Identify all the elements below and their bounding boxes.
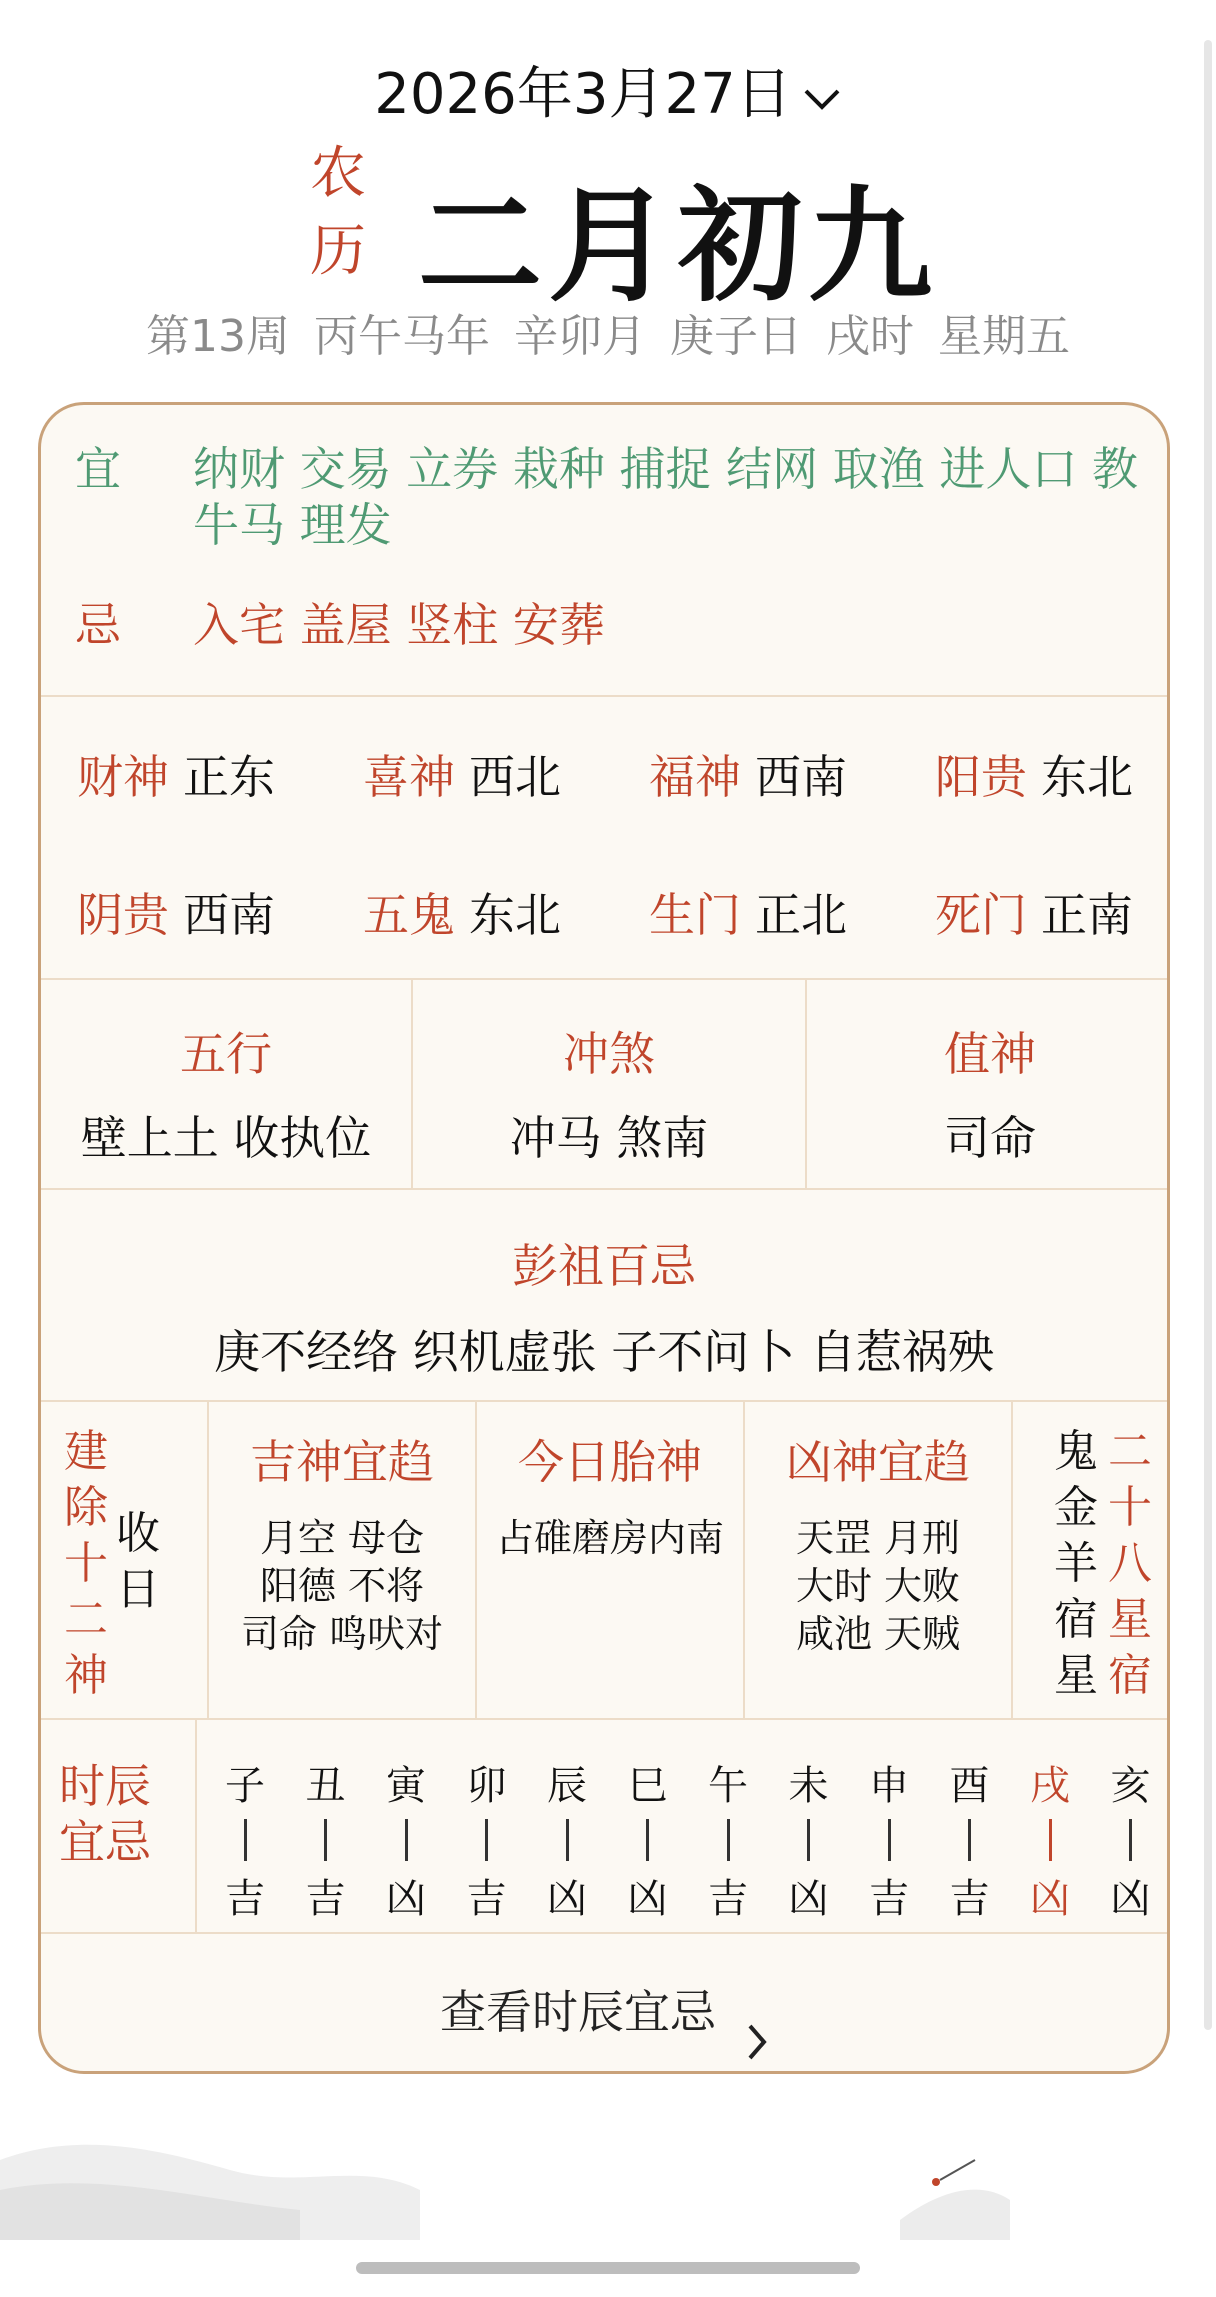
hour-fortune: 凶 xyxy=(1110,1876,1151,1922)
god-direction xyxy=(363,741,561,807)
lunar-label xyxy=(310,135,370,291)
month-ganzhi: 辛卯月 xyxy=(514,311,646,362)
god-value: 东北 xyxy=(469,888,561,942)
hour-item[interactable] xyxy=(698,1754,758,1924)
hour-branch: 申 xyxy=(869,1763,909,1809)
yi-label: 宜 xyxy=(75,442,121,496)
jishen-line: 月空 母仓 xyxy=(259,1516,425,1560)
hour-ganzhi: 戌时 xyxy=(826,311,914,362)
jishen-line: 司命 鸣吠对 xyxy=(240,1612,444,1656)
date-selector[interactable] xyxy=(0,50,1216,130)
god-value: 西南 xyxy=(755,750,847,804)
hour-branch: 午 xyxy=(708,1763,748,1809)
hour-fortune: 吉 xyxy=(949,1876,990,1922)
week-number: 第13周 xyxy=(146,311,290,362)
hour-connector xyxy=(807,1819,810,1861)
hour-item[interactable] xyxy=(457,1754,517,1924)
ganzhi-info xyxy=(0,300,1216,364)
god-direction xyxy=(363,879,561,945)
xiongshen-value xyxy=(745,1514,1011,1658)
xiongshen-line: 咸池 天贼 xyxy=(795,1612,961,1656)
jianchu-cell xyxy=(41,1402,207,1718)
hour-item[interactable] xyxy=(215,1754,275,1924)
chevron-down-icon xyxy=(802,62,842,127)
hour-fortune: 凶 xyxy=(788,1876,829,1922)
date-text: 2026年3月27日 xyxy=(374,62,792,127)
hour-connector xyxy=(646,1819,649,1861)
hour-fortune: 凶 xyxy=(627,1876,668,1922)
pengzu-section xyxy=(41,1190,1167,1402)
hour-fortune: 吉 xyxy=(466,1876,507,1922)
zhishen-title: 值神 xyxy=(944,1027,1036,1081)
almanac-card xyxy=(38,402,1170,2074)
hours-section xyxy=(41,1720,1167,1934)
hour-branch: 卯 xyxy=(466,1763,507,1809)
lunar-label-char: 历 xyxy=(310,219,366,284)
view-hours-button[interactable] xyxy=(41,1934,1167,2074)
hour-connector xyxy=(566,1819,569,1861)
hour-fortune: 吉 xyxy=(305,1876,346,1922)
xiongshen-line: 天罡 月刑 xyxy=(795,1516,961,1560)
hour-item[interactable] xyxy=(537,1754,597,1924)
taishen-value: 占碓磨房内南 xyxy=(495,1516,724,1560)
god-label: 阳贵 xyxy=(935,750,1027,804)
god-value: 东北 xyxy=(1041,750,1133,804)
xingxiu-title: 二十八星宿 xyxy=(1108,1426,1152,1701)
hour-connector xyxy=(324,1819,327,1861)
xingxiu-value: 鬼金羊宿星 xyxy=(1054,1426,1098,1701)
jishen-cell xyxy=(207,1402,475,1718)
wuxing-chongsha-zhishen-section xyxy=(41,980,1167,1190)
god-value: 西北 xyxy=(469,750,561,804)
hour-branch: 亥 xyxy=(1110,1763,1151,1809)
god-value: 正东 xyxy=(183,750,275,804)
jishen-line: 阳德 不将 xyxy=(259,1564,425,1608)
ink-wash-decoration xyxy=(0,2120,1216,2240)
hour-branch: 戌 xyxy=(1030,1763,1070,1809)
hour-branch: 酉 xyxy=(949,1763,990,1809)
god-label: 福神 xyxy=(649,750,741,804)
lunar-date-block xyxy=(0,135,1216,319)
yi-ji-section xyxy=(41,405,1167,697)
chevron-right-icon xyxy=(746,2022,768,2066)
hour-branch: 巳 xyxy=(627,1763,668,1809)
jianchu-title: 建除十二神 xyxy=(64,1426,108,1701)
god-label: 五鬼 xyxy=(363,888,455,942)
jishen-value xyxy=(209,1514,475,1658)
wuxing-title: 五行 xyxy=(180,1027,272,1081)
hour-connector xyxy=(1049,1819,1052,1861)
view-hours-label: 查看时辰宜忌 xyxy=(440,1985,716,2039)
chongsha-value: 冲马 煞南 xyxy=(509,1111,709,1165)
hour-item[interactable] xyxy=(618,1754,678,1924)
hour-fortune: 凶 xyxy=(1030,1876,1070,1922)
xiongshen-line: 大时 大败 xyxy=(795,1564,961,1608)
hour-branch: 未 xyxy=(788,1763,829,1809)
god-value: 正北 xyxy=(755,888,847,942)
hour-fortune: 凶 xyxy=(386,1876,426,1922)
god-direction xyxy=(649,741,847,807)
hour-item[interactable] xyxy=(859,1754,919,1924)
god-value: 正南 xyxy=(1041,888,1133,942)
god-label: 死门 xyxy=(935,888,1027,942)
god-direction xyxy=(935,741,1133,807)
hour-connector xyxy=(888,1819,891,1861)
hour-item[interactable] xyxy=(1020,1754,1080,1924)
hour-item[interactable] xyxy=(376,1754,436,1924)
jishen-title: 吉神宜趋 xyxy=(250,1435,434,1489)
hour-branch: 丑 xyxy=(305,1763,346,1809)
chongsha-cell xyxy=(411,980,805,1188)
xingxiu-cell xyxy=(1011,1402,1170,1718)
taishen-title: 今日胎神 xyxy=(518,1435,702,1489)
hour-branch: 子 xyxy=(225,1763,265,1809)
yi-items: 纳财 交易 立券 栽种 捕捉 结网 取渔 进人口 教牛马 理发 xyxy=(193,442,1138,552)
hour-item[interactable] xyxy=(940,1754,1000,1924)
god-label: 生门 xyxy=(649,888,741,942)
hours-divider xyxy=(195,1720,197,1932)
chongsha-title: 冲煞 xyxy=(563,1027,655,1081)
god-direction xyxy=(649,879,847,945)
xiongshen-title: 凶神宜趋 xyxy=(786,1435,970,1489)
lunar-label-char: 农 xyxy=(310,141,366,206)
ji-label: 忌 xyxy=(75,598,121,652)
gods-directions-section xyxy=(41,697,1167,980)
taishen-cell xyxy=(475,1402,743,1718)
hour-item[interactable] xyxy=(1101,1754,1161,1924)
hour-fortune: 吉 xyxy=(225,1876,265,1922)
hours-label: 时辰宜忌 xyxy=(59,1759,151,1869)
home-indicator[interactable] xyxy=(356,2262,860,2274)
god-label: 财神 xyxy=(77,750,169,804)
hour-fortune: 吉 xyxy=(869,1876,909,1922)
hour-connector xyxy=(485,1819,488,1861)
hour-fortune: 凶 xyxy=(547,1876,587,1922)
wuxing-value: 壁上土 收执位 xyxy=(80,1111,372,1165)
hour-item[interactable] xyxy=(779,1754,839,1924)
wuxing-cell xyxy=(41,980,411,1188)
shen-section xyxy=(41,1402,1167,1720)
god-label: 阴贵 xyxy=(77,888,169,942)
hour-branch: 辰 xyxy=(547,1763,587,1809)
hour-connector xyxy=(968,1819,971,1861)
hour-branch: 寅 xyxy=(386,1763,426,1809)
weekday: 星期五 xyxy=(938,311,1070,362)
day-ganzhi: 庚子日 xyxy=(670,311,802,362)
god-direction xyxy=(77,741,275,807)
hour-connector xyxy=(405,1819,408,1861)
jianchu-value: 收日 xyxy=(116,1508,160,1615)
hour-connector xyxy=(1129,1819,1132,1861)
pengzu-value: 庚不经络 织机虚张 子不问卜 自惹祸殃 xyxy=(214,1325,994,1379)
xiongshen-cell xyxy=(743,1402,1011,1718)
zhishen-cell xyxy=(805,980,1170,1188)
pengzu-title: 彭祖百忌 xyxy=(512,1239,696,1293)
hour-connector xyxy=(727,1819,730,1861)
god-direction xyxy=(935,879,1133,945)
god-value: 西南 xyxy=(183,888,275,942)
lunar-date: 二月初九 xyxy=(418,175,939,319)
ji-items: 入宅 盖屋 竖柱 安葬 xyxy=(193,598,605,652)
year-ganzhi: 丙午马年 xyxy=(314,311,490,362)
hour-fortune: 吉 xyxy=(708,1876,748,1922)
hour-connector xyxy=(244,1819,247,1861)
god-direction xyxy=(77,879,275,945)
zhishen-value: 司命 xyxy=(944,1111,1036,1165)
hour-item[interactable] xyxy=(296,1754,356,1924)
god-label: 喜神 xyxy=(363,750,455,804)
